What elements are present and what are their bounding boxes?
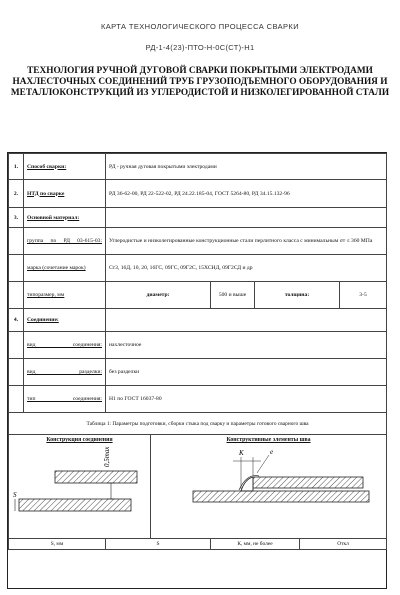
col-deviation: Откл <box>300 539 387 550</box>
row-number: 1. <box>9 154 24 180</box>
row-group <box>9 228 387 255</box>
value-welding-method: РД - ручная дуговая покрытыми электродами <box>106 154 387 180</box>
value-thickness: 3-5 <box>340 282 387 309</box>
value-ntd: РД 36-62-00, РД 22-522-02, РД 24.22.185-04, ГОСТ 5264-80, РД 34.15.132-96 <box>106 180 387 208</box>
sketch-left-title: Конструкция соединения <box>46 437 113 443</box>
row-number: 2. <box>9 180 24 208</box>
value-joint-type: Н1 по ГОСТ 16037-80 <box>106 386 387 413</box>
label-diameter: диаметр: <box>106 282 211 309</box>
gap-dimension-label: 0,5max <box>103 446 111 467</box>
row-welding-method <box>9 154 387 180</box>
label-thickness: толщина: <box>255 282 340 309</box>
sketch-weld-elements <box>151 435 387 539</box>
row-number: 4. <box>9 309 24 332</box>
value-group: Углеродистые и низколегированные конструкционные стали перлитного класса с минимальным σт ≤ 360 МПа <box>106 228 387 255</box>
label-size: типоразмер, мм <box>24 282 106 309</box>
upper-plate <box>55 471 137 483</box>
sketch-joint-construction <box>9 435 151 539</box>
thickness-label: S <box>13 491 17 499</box>
value-diameter: 500 и выше <box>211 282 255 309</box>
row-size <box>9 282 387 309</box>
label-joint-kind: вид соединения: <box>24 332 106 359</box>
card-header-line1: КАРТА ТЕХНОЛОГИЧЕСКОГО ПРОЦЕССА СВАРКИ <box>100 22 299 31</box>
row-joint <box>9 309 387 332</box>
label-joint: Соединение: <box>24 309 106 332</box>
row-caption <box>9 413 387 435</box>
row-number: 3. <box>9 208 24 228</box>
value-groove: без разделки <box>106 359 387 386</box>
joint-construction-drawing <box>11 443 141 531</box>
row-sketches <box>9 435 387 539</box>
leg-label: К <box>239 449 244 457</box>
sketch-right-title: Конструктивные элементы шва <box>226 437 311 443</box>
lower-plate <box>193 491 369 502</box>
row-joint-type <box>9 386 387 413</box>
label-group: группа по РД 03-615-03: <box>24 228 106 255</box>
document-title: ТЕХНОЛОГИЯ РУЧНОЙ ДУГОВОЙ СВАРКИ ПОКРЫТЫМИ ЭЛЕКТРОДАМИ НАХЛЕСТОЧНЫХ СОЕДИНЕНИЙ ТРУБ ГРУЗОПОДЪЕМНОГО ОБОРУДОВАНИЯ И МЕТАЛЛОКОНСТРУКЦИЙ ИЗ УГЛЕРОДИСТОЙ И НИЗКОЛЕГИРОВАННОЙ СТАЛИ <box>10 66 390 98</box>
col-k-mm: К, мм, не более <box>211 539 300 550</box>
row-grade <box>9 255 387 282</box>
width-label: e <box>270 448 274 456</box>
value-grade: Ст3, 16Д, 10, 20, 16ГС, 09ГС, 09Г2С, 15ХСНД, 09Г2СД и др <box>106 255 387 282</box>
row-parameters-header <box>9 539 387 550</box>
weld-elements-drawing <box>153 443 381 531</box>
lower-plate <box>19 499 131 511</box>
table-caption: Таблица 1: Параметры подготовки, сборки стыка под сварку и параметры готового сварного шва <box>9 413 387 435</box>
row-groove <box>9 359 387 386</box>
card-code: РД-1-4(23)-ПТО-Н-0С(СТ)-Н1 <box>145 43 255 52</box>
label-grade: марка (сочетание марок) <box>24 255 106 282</box>
label-base-material: Основной материал: <box>24 208 106 228</box>
row-base-material <box>9 208 387 228</box>
row-ntd <box>9 180 387 208</box>
value-joint-kind: нахлесточное <box>106 332 387 359</box>
label-groove: вид разделки: <box>24 359 106 386</box>
label-welding-method: Способ сварки: <box>24 154 106 180</box>
label-joint-type: тип соединения: <box>24 386 106 413</box>
col-s: S <box>106 539 211 550</box>
row-joint-kind <box>9 332 387 359</box>
label-ntd: НТД по сварке <box>24 180 106 208</box>
process-card-table <box>7 152 387 589</box>
upper-plate <box>253 477 363 488</box>
col-s-mm: S, мм <box>9 539 106 550</box>
